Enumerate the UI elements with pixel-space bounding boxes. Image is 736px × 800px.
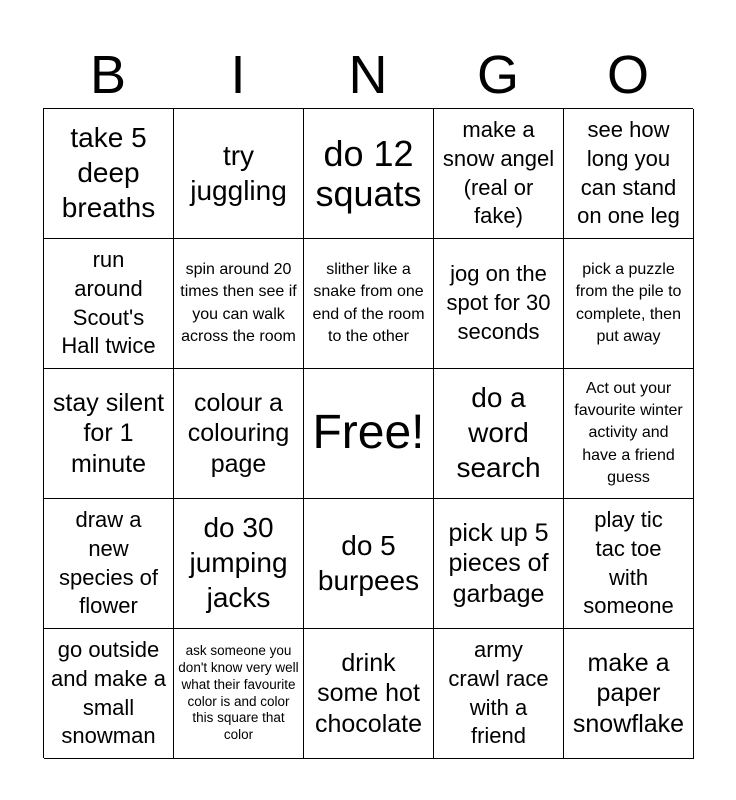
bingo-cell[interactable]: do 30 jumping jacks [174,499,304,629]
bingo-cell[interactable]: stay silent for 1 minute [44,369,174,499]
bingo-cell[interactable]: take 5 deep breaths [44,109,174,239]
bingo-cell[interactable]: colour a colouring page [174,369,304,499]
bingo-cell[interactable]: make a paper snowflake [564,629,694,759]
bingo-cell[interactable]: drink some hot chocolate [304,629,434,759]
bingo-cell[interactable]: slither like a snake from one end of the room to the other [304,239,434,369]
header-letter-g: G [476,45,519,105]
bingo-cell[interactable]: spin around 20 times then see if you can walk across the room [174,239,304,369]
bingo-cell[interactable]: do a word search [434,369,564,499]
bingo-header [43,42,693,108]
bingo-cell[interactable]: play tic tac toe with someone [564,499,694,629]
bingo-cell[interactable]: see how long you can stand on one leg [564,109,694,239]
bingo-cell[interactable]: make a snow angel (real or fake) [434,109,564,239]
bingo-cell[interactable]: try juggling [174,109,304,239]
bingo-cell[interactable]: go outside and make a small snowman [44,629,174,759]
bingo-cell[interactable]: jog on the spot for 30 seconds [434,239,564,369]
bingo-cell[interactable]: pick a puzzle from the pile to complete, then put away [564,239,694,369]
free-space[interactable]: Free! [304,369,434,499]
header-letter-b: B [89,45,127,105]
bingo-cell[interactable]: pick up 5 pieces of garbage [434,499,564,629]
header-letter-i: I [230,45,246,105]
header-letter-o: O [606,45,649,105]
bingo-cell[interactable]: run around Scout's Hall twice [44,239,174,369]
bingo-cell[interactable]: ask someone you don't know very well what their favourite color is and color this square that color [174,629,304,759]
bingo-cell[interactable]: do 5 burpees [304,499,434,629]
bingo-cell[interactable]: do 12 squats [304,109,434,239]
header-letter-n: N [348,45,388,105]
bingo-cell[interactable]: army crawl race with a friend [434,629,564,759]
bingo-cell[interactable]: draw a new species of flower [44,499,174,629]
bingo-grid [43,108,693,758]
bingo-cell[interactable]: Act out your favourite winter activity and have a friend guess [564,369,694,499]
